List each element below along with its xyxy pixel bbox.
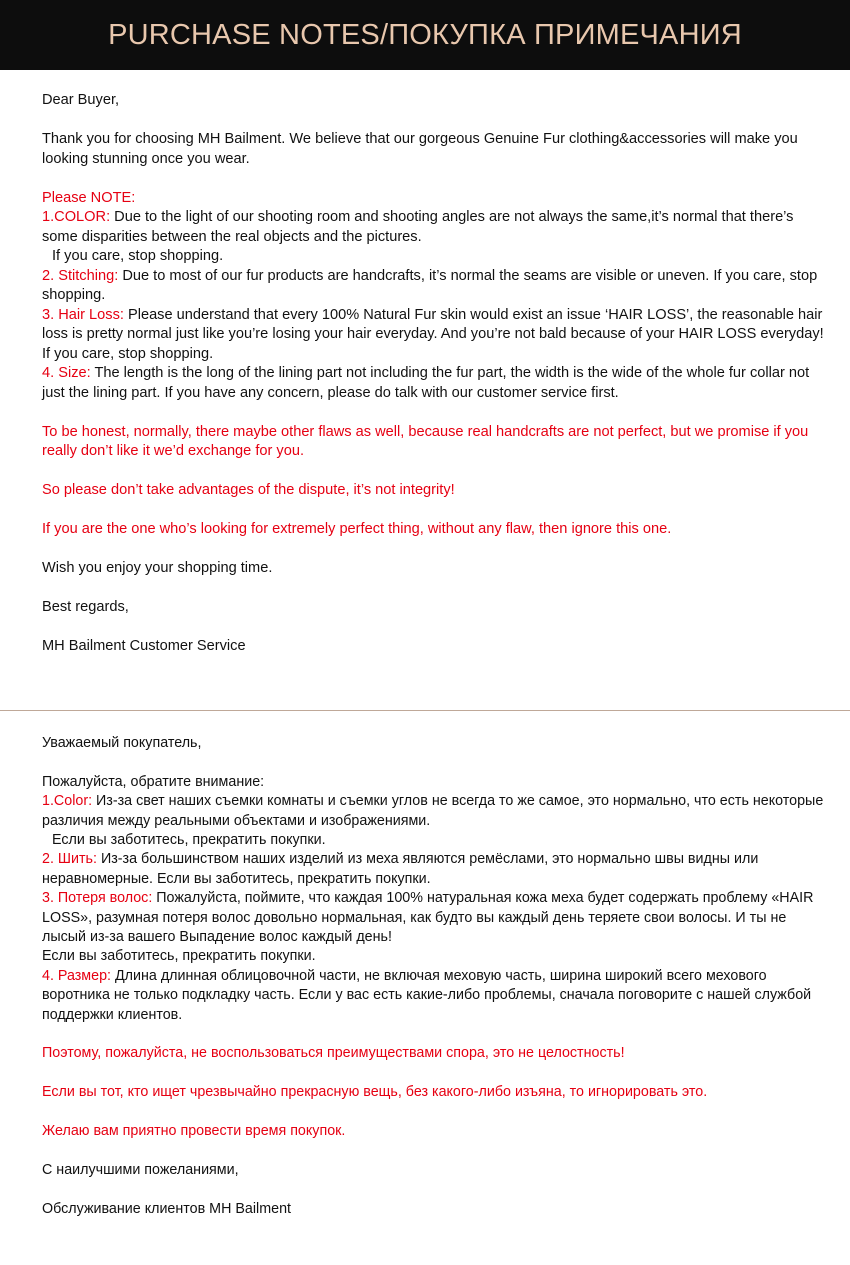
ru-note-stitch-label: 2. Шить: (42, 851, 97, 868)
intro-paragraph: Thank you for choosing MH Bailment. We believe that our gorgeous Genuine Fur clothing&accessories will make you looking stunning once you wear. (42, 131, 798, 167)
note-size-text: The length is the long of the lining part not including the fur part, the width is the wide of the whole fur collar not just the lining part. If you have any concern, please do talk with our customer service first. (42, 365, 810, 401)
note-stitching (42, 267, 832, 306)
perfect-paragraph: If you are the one who’s looking for extremely perfect thing, without any flaw, then ignore this one. (42, 521, 672, 537)
note-size (42, 364, 832, 403)
greeting: Dear Buyer, (42, 92, 120, 108)
ru-note-size-text: Длина длинная облицовочной части, не включая меховую часть, ширина широкий всего мехового воротника не только подкладку часть. Если у вас есть какие-либо проблемы, сначала поговорите с нашей службой поддержки клиентов. (42, 967, 812, 1023)
note-stitching-text: Due to most of our fur products are handcrafts, it’s normal the seams are visible or uneven. If you care, stop shopping. (42, 267, 818, 303)
note-hairloss-care: If you care, stop shopping. (42, 345, 214, 362)
ru-note-stitch-text: Из-за большинством наших изделий из меха являются ремёслами, это нормально швы видны или неравномерные. Если вы заботитесь, прекратить покупки. (42, 851, 759, 887)
honest-paragraph: To be honest, normally, there maybe other flaws as well, because real handcrafts are not perfect, but we promise if you really don’t like it we’d exchange for you. (42, 423, 809, 459)
header-banner (0, 0, 850, 70)
note-hairloss-text: Please understand that every 100% Natural Fur skin would exist an issue ‘HAIR LOSS’, the reasonable hair loss is pretty normal just like you’re losing your hair everyday. And you’re not bald because of your HAIR LOSS everyday! (42, 306, 824, 342)
note-color-text: Due to the light of our shooting room and shooting angles are not always the same,it’s normal that there’s some disparities between the real objects and the pictures. (42, 209, 794, 245)
ru-note-color-care: Если вы заботитесь, прекратить покупки. (52, 832, 326, 849)
note-stitching-label: 2. Stitching: (42, 267, 119, 284)
ru-note-size-label: 4. Размер: (42, 967, 112, 984)
ru-signature-line: Обслуживание клиентов MH Bailment (42, 1200, 292, 1217)
note-hairloss (42, 306, 832, 345)
ru-note-stitch (42, 850, 832, 889)
ru-note-size (42, 967, 832, 1025)
ru-note-heading: Пожалуйста, обратите внимание: (42, 773, 265, 790)
wish-line: Wish you enjoy your shopping time. (42, 560, 273, 576)
ru-regards-line: С наилучшими пожеланиями, (42, 1161, 239, 1178)
regards-line: Best regards, (42, 599, 129, 615)
note-heading: Please NOTE: (42, 189, 136, 206)
ru-note-color (42, 792, 832, 831)
note-color-care: If you care, stop shopping. (52, 248, 224, 264)
dispute-paragraph: So please don’t take advantages of the dispute, it’s not integrity! (42, 482, 455, 498)
ru-note-hairloss-text: Пожалуйста, поймите, что каждая 100% натуральная кожа меха будет содержать проблему «HAIR LOSS», разумная потеря волос довольно нормальная, как будто вы каждый день теряете свои волосы. И ты не лысый из-за вашего Выпадение волос каждый день! (42, 890, 814, 946)
ru-note-hairloss-label: 3. Потеря волос: (42, 890, 153, 907)
ru-note-color-text: Из-за свет наших съемки комнаты и съемки углов не всегда то же самое, это нормально, что есть некоторые различия между реальными объектами и изображениями. (42, 793, 824, 829)
russian-notes (42, 734, 832, 1219)
english-notes (42, 91, 832, 657)
ru-greeting: Уважаемый покупатель, (42, 735, 202, 751)
ru-wish-line: Желаю вам приятно провести время покупок. (42, 1123, 346, 1140)
signature-line: MH Bailment Customer Service (42, 638, 246, 654)
ru-perfect-paragraph: Если вы тот, кто ищет чрезвычайно прекрасную вещь, без какого-либо изъяна, то игнорировать это. (42, 1084, 708, 1101)
ru-note-hairloss (42, 889, 832, 947)
note-color-label: 1.COLOR: (42, 209, 111, 225)
note-hairloss-label: 3. Hair Loss: (42, 306, 124, 323)
ru-dispute-paragraph: Поэтому, пожалуйста, не воспользоваться преимуществами спора, это не целостность! (42, 1045, 625, 1062)
ru-note-hairloss-care: Если вы заботитесь, прекратить покупки. (42, 948, 316, 965)
section-divider (0, 710, 850, 711)
ru-note-color-label: 1.Color: (42, 793, 93, 810)
note-color (42, 208, 832, 247)
page-title: PURCHASE NOTES/ПОКУПКА ПРИМЕЧАНИЯ (108, 18, 742, 51)
note-size-label: 4. Size: (42, 365, 91, 381)
